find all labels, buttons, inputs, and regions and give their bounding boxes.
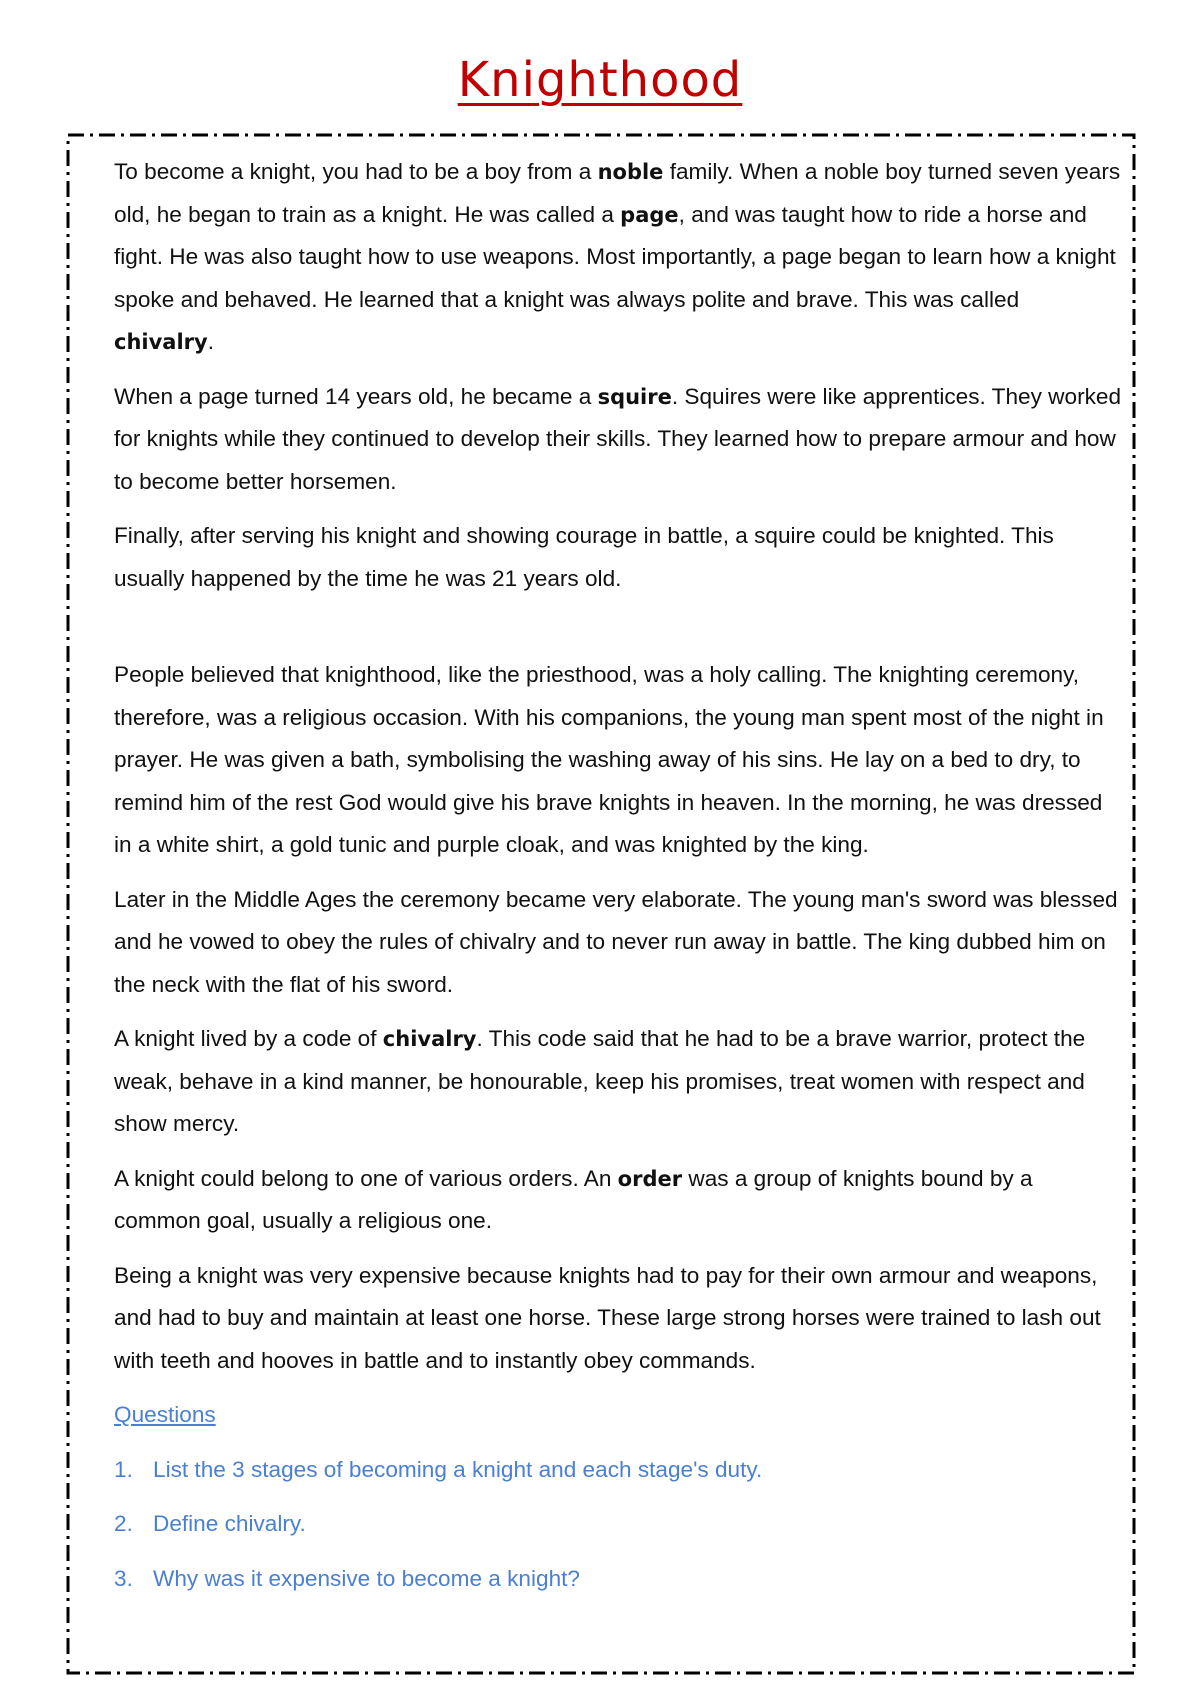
question-number: 1. — [114, 1456, 133, 1482]
text-run: People believed that knighthood, like the priesthood, was a holy calling. The knighting ceremony, therefore, was a religious occasion. With his companions, the young man spent most of the night in prayer. He was given a bath, symbolising the washing away of his sins. He lay on a bed to dry, to remind him of the rest God would give his brave knights in heaven. In the morning, he was dressed in a white shirt, a gold tunic and purple cloak, and was knighted by the king. — [114, 662, 1104, 857]
text-run: . — [207, 329, 214, 354]
key-term: order — [617, 1166, 683, 1191]
key-term: chivalry — [114, 330, 208, 354]
text-run: Finally, after serving his knight and showing courage in battle, a squire could be knighted. This usually happened by the time he was 21 years old. — [114, 523, 1054, 591]
question-item — [114, 1449, 1124, 1492]
question-item — [114, 1558, 1124, 1601]
question-item — [114, 1503, 1124, 1546]
page-title: Knighthood — [457, 52, 743, 108]
paragraph — [114, 879, 1124, 1007]
paragraph — [114, 376, 1124, 504]
text-run: . This code said that he had to be a brave warrior, protect the weak, behave in a kind manner, be honourable, keep his promises, treat women with respect and show mercy. — [114, 1026, 1086, 1136]
question-number: 2. — [114, 1511, 133, 1536]
key-term: noble — [597, 160, 664, 184]
paragraph — [114, 654, 1124, 867]
paragraph — [114, 515, 1124, 600]
text-run: family. When a noble boy turned seven years old, he began to train as a knight. He was called a — [114, 159, 1121, 227]
paragraph — [114, 1255, 1124, 1383]
paragraph — [114, 151, 1124, 364]
paragraph — [114, 1158, 1124, 1243]
text-run: When a page turned 14 years old, he became a — [114, 383, 598, 409]
passage-body — [114, 151, 1124, 1382]
text-run: was a group of knights bound by a common goal, usually a religious one. — [114, 1165, 1033, 1233]
text-run: Being a knight was very expensive because knights had to pay for their own armour and weapons, and had to buy and maintain at least one horse. These large strong horses were trained to lash out with teeth and hooves in battle and to instantly obey commands. — [114, 1262, 1101, 1373]
text-run: A knight could belong to one of various orders. An — [114, 1165, 618, 1191]
key-term: chivalry — [382, 1027, 477, 1051]
question-text: Define chivalry. — [153, 1511, 306, 1536]
questions-list — [114, 1449, 1124, 1601]
text-run: A knight lived by a code of — [114, 1026, 383, 1051]
text-run: To become a knight, you had to be a boy from a — [114, 159, 598, 184]
question-text: Why was it expensive to become a knight? — [153, 1565, 580, 1591]
paragraph — [114, 1018, 1124, 1146]
reading-passage — [114, 151, 1124, 1612]
text-run: Later in the Middle Ages the ceremony became very elaborate. The young man's sword was blessed and he vowed to obey the rules of chivalry and to never run away in battle. The king dubbed him on the neck with the flat of his sword. — [114, 886, 1118, 997]
question-number: 3. — [114, 1565, 133, 1591]
key-term: page — [620, 202, 679, 227]
text-run: . Squires were like apprentices. They worked for knights while they continued to develop their skills. They learned how to prepare armour and how to become better horsemen. — [114, 383, 1122, 494]
question-text: List the 3 stages of becoming a knight and each stage's duty. — [153, 1456, 763, 1482]
text-run: , and was taught how to ride a horse and fight. He was also taught how to use weapons. Most importantly, a page began to learn how a knight spoke and behaved. He learned that a knight was always polite and brave. This was called — [114, 201, 1116, 312]
key-term: squire — [597, 384, 672, 409]
blank-line — [114, 612, 1124, 654]
questions-heading: Questions — [114, 1402, 216, 1427]
